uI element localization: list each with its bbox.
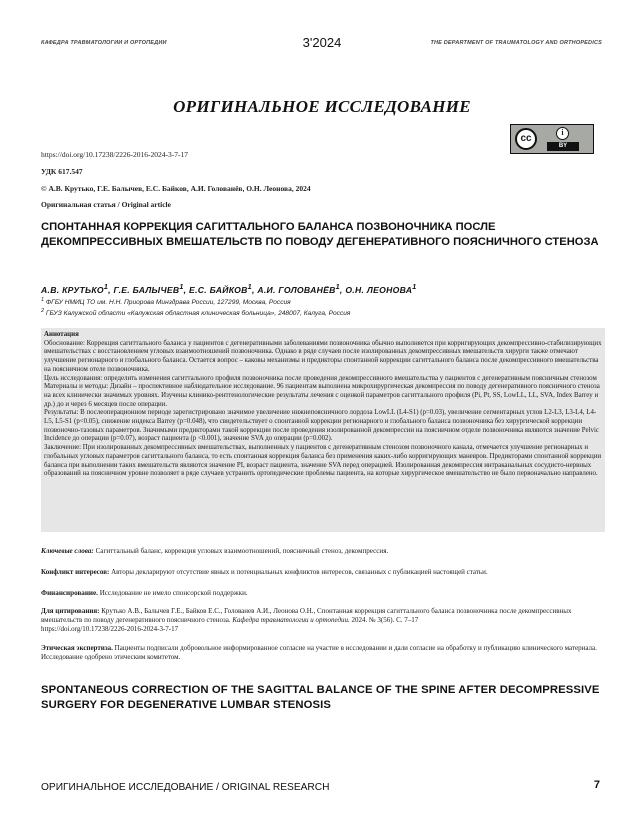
keywords-text: Сагиттальный баланс, коррекция угловых взаимоотношений, поясничный стеноз, декомпрессия. [95, 547, 389, 555]
article-title-ru: СПОНТАННАЯ КОРРЕКЦИЯ САГИТТАЛЬНОГО БАЛАНСА ПОЗВОНОЧНИКА ПОСЛЕ ДЕКОМПРЕССИВНЫХ ВМЕШАТЕЛЬСТВ ПО ПОВОДУ ДЕГЕНЕРАТИВНОГО ПОЯСНИЧНОГО СТЕНОЗА [41, 221, 599, 248]
author-name: О.Н. ЛЕОНОВА [345, 284, 413, 295]
affiliation-2 [41, 308, 350, 317]
conflict-label: Конфликт интересов: [41, 568, 110, 576]
author-affiliation-mark: 1 [335, 283, 340, 291]
affiliation-text: ГБУЗ Калужской области «Калужская областная клиническая больница», 248007, Калуга, Россия [45, 310, 351, 318]
author-affiliation-mark: 1 [103, 283, 109, 291]
abstract-basis-text: Коррекция сагиттального баланса у пациентов с дегенеративными заболеваниями позвоночника обычно выполняется при корригирующих декомпрессивно-стабилизирующих вмешательствах с восстановлением угловых взаимоотношений позвоночника. Однако в ряде случаев после изолированных декомпрессивных вмешательств хирурги также отмечают улучшение регионарного и глобального баланса. Остается вопрос – каковы механизмы и предикторы спонтанной коррекции сагиттального баланса после декомпрессивного вмешательства на поясничном отеле позвоночника. [44, 339, 602, 373]
running-header-right: THE DEPARTMENT OF TRAUMATOLOGY AND ORTHOPEDICS [430, 40, 602, 46]
author-affiliation-mark: 1 [179, 283, 184, 291]
ethics-statement [41, 644, 605, 662]
abstract-heading: Аннотация [44, 331, 79, 338]
ethics-label: Этическая экспертиза. [41, 644, 113, 652]
abstract-basis [44, 340, 602, 375]
footer-section: ОРИГИНАЛЬНОЕ ИССЛЕДОВАНИЕ / ORIGINAL RESEARCH [41, 782, 330, 793]
udk-code: УДК 617.547 [41, 167, 83, 176]
abstract-box [41, 328, 605, 532]
conflict-of-interest [41, 568, 606, 577]
affiliation-text: ФГБУ НМИЦ ТО им. Н.Н. Приорова Минздрава России, 127299, Москва, Россия [45, 299, 291, 307]
keywords-label: Ключевые слова: [41, 547, 94, 555]
citation-journal: Кафедра травматологии и ортопедии. [232, 616, 350, 624]
article-title-en: SPONTANEOUS CORRECTION OF THE SAGITTAL BALANCE OF THE SPINE AFTER DECOMPRESSIVE SURGERY FOR DEGENERATIVE LUMBAR STENOSIS [41, 684, 600, 711]
abstract-methods: Материалы и методы: Дизайн – проспективное наблюдательное исследование. 96 пациентам выполнена микрохирургическая декомпрессия по поводу дегенеративного поясничного стеноза на всех клинически значимых уровнях. Изучены клинико-рентгенологические результаты лечения с оценкой параметров сагиттального профиля (Pi, Pt, SS, LowLL, LL, SVA, Index Barrey и др.) до и через 6 месяцев после операции. [44, 383, 600, 408]
affiliation-number: 2 [41, 308, 45, 314]
funding-label: Финансирование. [41, 589, 98, 597]
author-name: Г.Е. БАЛЫЧЕВ [113, 284, 180, 295]
citation [41, 607, 603, 634]
copyright-line: © А.В. Крутько, Г.Е. Балычев, Е.С. Байков, А.И. Голованёв, О.Н. Леонова, 2024 [41, 184, 311, 193]
funding [41, 589, 248, 597]
affiliation-number: 1 [41, 297, 45, 303]
running-header-left: КАФЕДРА ТРАВМАТОЛОГИИ И ОРТОПЕДИИ [41, 40, 167, 46]
abstract-results: Результаты: В послеоперационном периоде зарегистрировано значимое увеличение нижнепоясничного лордоза LowLL (L4-S1) (p=0.03), увеличение сегментарных углов L2-L3, L3-L4, L4-L5, L5-S1 (p<0.05), снижение индекса Barrey (p=0.048), что свидетельствует о спонтанной коррекции регионарного и глобального баланса позвоночника без хирургической коррекции позвоночно-тазовых параметров. Значимыми предикторами такой коррекции после проведения изолированной декомпрессии на поясничном отделе позвоночника являются значение Pelvic Incidence до операции (p=0.07), возраст пациента (p <0.001), значение SVA до операции (p=0.002). [44, 409, 599, 443]
author-affiliation-mark: 1 [247, 283, 252, 291]
author-name: А.В. КРУТЬКО [41, 284, 104, 295]
funding-text: Исследование не имело спонсорской поддержки. [99, 589, 248, 597]
citation-label: Для цитирования: [41, 607, 100, 615]
citation-doi-link[interactable]: https://doi.org/10.17238/2226-2016-2024-3-7-17 [41, 625, 179, 633]
keywords [41, 547, 601, 556]
abstract-conclusion: Заключение: При изолированных декомпрессивных вмешательствах, выполненных у пациентов с дегенеративным стенозом позвоночного канала, отмечается улучшение регионарных и глобальных угловых параметров сагиттального баланса, то есть спонтанная коррекция баланса без применения каких-либо корригирующих маневров. Предикторами спонтанной коррекции баланса при выполнении таких вмешательств являются значение PI, возраст пациента, значение SVA перед операцией. Изолированная декомпрессия интраканальных сосудисто-нервных образований на поясничном уровне позволяет в ряде случаев устранить ортопедические проблемы пациента, на которые хирургическое вмешательство не было первоначально направлено. [44, 444, 602, 478]
abstract-aim: Цель исследования: определить изменения сагиттального профиля позвоночника после проведения декомпрессивного вмешательства у пациентов с дегенеративным поясничным стенозом [44, 374, 597, 382]
attribution-person-icon: i [556, 127, 569, 140]
citation-text: Крутько А.В., Балычев Г.Е., Байков Е.С., Голованев А.И., Леонова О.Н., Спонтанная коррекция сагиттального баланса позвоночника после декомпрессивных вмешательств по поводу дегенеративного поясничного стенозa. [41, 607, 572, 624]
cc-by-license-badge[interactable] [510, 124, 594, 154]
page-number: 7 [593, 779, 600, 791]
by-label: BY [547, 142, 579, 151]
author-name: А.И. ГОЛОВАНЁВ [257, 284, 336, 295]
citation-tail: 2024. № 3(56). С. 7–17 [351, 616, 419, 624]
doi-link[interactable]: https://doi.org/10.17238/2226-2016-2024-3-7-17 [41, 150, 188, 159]
article-type: Оригинальная статья / Original article [41, 200, 171, 209]
author-name: Е.С. БАЙКОВ [189, 284, 248, 295]
section-title: ОРИГИНАЛЬНОЕ ИССЛЕДОВАНИЕ [173, 97, 471, 116]
abstract-basis-label: Обоснование: [44, 339, 85, 347]
creative-commons-icon: cc [515, 128, 537, 150]
ethics-text: Пациенты подписали добровольное информированное согласие на участие в исследовании и дали согласие на обработку и публикацию клинического материала. Исследование одобрено этическим комитетом. [41, 644, 597, 661]
conflict-text: Авторы декларируют отсутствие явных и потенциальных конфликтов интересов, связанных с публикацией настоящей статьи. [111, 568, 488, 576]
author-list: А.В. КРУТЬКО$^1$, Г.Е. БАЛЫЧЕВ$^1$, Е.С. БАЙКОВ$^1$, А.И. ГОЛОВАНЁВ$^1$, О.Н. ЛЕОНОВА$^1$ [41, 283, 417, 295]
author-affiliation-mark: 1 [412, 283, 417, 291]
issue-number: 3'2024 [302, 35, 342, 50]
affiliation-1 [41, 297, 291, 306]
